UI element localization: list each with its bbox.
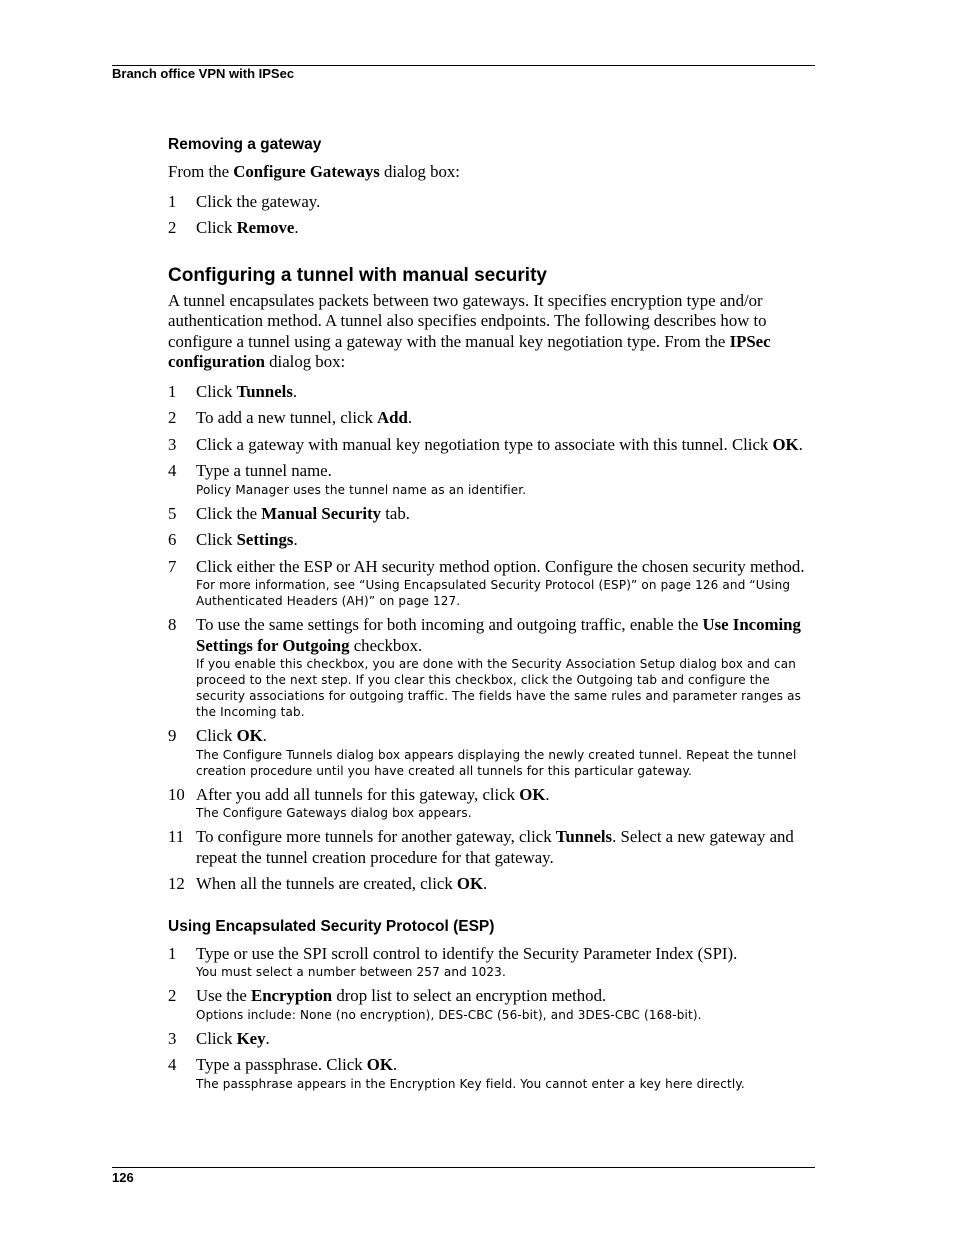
step-text-post: . [294,218,299,237]
list-item [168,408,816,429]
page-content [168,134,816,1092]
step-text-pre: Click a gateway with manual key negotiation type to associate with this tunnel. Click [196,434,773,454]
step-text [196,504,816,525]
intro-text: From the [168,162,234,181]
intro-bold: IPSec configuration [168,331,771,371]
step-text-post: . [545,784,550,804]
step-text-post: . [392,1055,398,1074]
step-number: 1 [168,191,177,211]
step-text [196,785,816,806]
step-note: The Configure Tunnels dialog box appears displaying the newly created tunnel. Repeat the tunnel creation procedure until you have created all tunnels for this particular gateway. [196,747,797,778]
step-text-pre: To use the same settings for both incoming and outgoing traffic, enable the [196,615,703,634]
step-text [196,408,816,429]
step-text-pre: Use the [196,986,251,1005]
esp-steps-list [168,944,816,1092]
step-text [196,461,816,482]
list-item [168,944,816,981]
step-number: 11 [168,827,185,846]
step-text-post: . Select a new gateway and repeat the tunnel creation procedure for that gateway. [196,827,794,867]
step-note: For more information, see “Using Encapsulated Security Protocol (ESP)” on page 126 and “Using Authenticated Headers (AH)” on page 127. [196,578,791,608]
step-text-post: . [293,530,298,549]
step-text-pre: When all the tunnels are created, click [196,874,457,893]
step-text-post: . [407,408,413,427]
page-number: 126 [112,1170,134,1185]
step-text-post: . [483,874,488,893]
step-text [196,192,816,213]
step-text-bold: Key [236,1028,266,1048]
step-number: 3 [168,1028,177,1048]
step-text-bold: Remove [236,218,295,237]
step-text-bold: OK [772,434,799,454]
step-note: Policy Manager uses the tunnel name as an identifier. [196,482,527,497]
step-text-post: . [798,434,803,454]
step-note: You must select a number between 257 and 1023. [196,965,506,979]
removing-intro [168,162,816,183]
step-text-bold: Use Incoming Settings for Outgoing [196,615,801,655]
section-heading-esp: Using Encapsulated Security Protocol (ESP) [168,917,495,935]
step-number: 6 [168,530,177,549]
step-number: 9 [168,726,177,745]
step-number: 3 [168,434,177,454]
intro-bold: Configure Gateways [233,162,380,181]
step-text-pre: Click [196,1028,237,1048]
step-number: 12 [168,874,185,893]
step-text [196,874,816,895]
tunnel-steps-list [168,382,816,895]
tunnel-intro [168,291,816,373]
step-text-bold: OK [236,726,263,745]
step-text [196,944,816,965]
step-number: 8 [168,615,177,634]
step-number: 4 [168,1055,177,1074]
removing-steps-list [168,192,816,239]
footer-rule [112,1167,815,1168]
step-number: 4 [168,461,177,480]
step-text [196,1029,816,1050]
step-number: 10 [168,784,185,804]
step-number: 7 [168,556,177,576]
step-text [196,382,816,403]
list-item [168,461,816,498]
list-item [168,827,816,868]
list-item [168,192,816,213]
step-text [196,530,816,551]
running-header: Branch office VPN with IPSec [112,66,295,81]
intro-text-end: dialog box: [379,162,460,181]
section-heading-configuring-tunnel: Configuring a tunnel with manual security [168,264,547,286]
step-text-bold: Add [377,408,408,427]
step-text-plain: Click the gateway. [196,191,321,211]
step-text-post: . [265,1028,270,1048]
step-text-plain: Type a tunnel name. [196,461,332,480]
step-text-pre: To configure more tunnels for another gateway, click [196,827,556,846]
step-number: 1 [168,381,177,401]
list-item [168,530,816,551]
step-text-pre: After you add all tunnels for this gateway, click [196,784,520,804]
step-text-bold: Tunnels [236,381,293,401]
step-text-plain: Type or use the SPI scroll control to identify the Security Parameter Index (SPI). [196,943,738,963]
step-text-bold: Encryption [251,986,333,1005]
step-text [196,827,816,868]
list-item [168,986,816,1023]
step-text-bold: Settings [236,530,294,549]
step-number: 2 [168,218,177,237]
step-text-post: . [262,726,267,745]
step-text [196,1055,816,1076]
step-text-bold: Manual Security [261,503,382,523]
list-item [168,382,816,403]
step-number: 5 [168,503,177,523]
step-text [196,218,816,239]
step-note: The passphrase appears in the Encryption Key field. You cannot enter a key here directly. [196,1076,745,1091]
step-text-pre: Type a passphrase. Click [196,1055,367,1074]
list-item [168,504,816,525]
step-text-post: checkbox. [349,635,423,655]
section-heading-removing-gateway: Removing a gateway [168,136,322,153]
step-text-bold: OK [456,874,484,893]
step-text-bold: Tunnels [555,827,613,846]
step-text-pre: Click [196,218,237,237]
step-text-post: drop list to select an encryption method. [332,986,607,1005]
step-text-plain: Click either the ESP or AH security method option. Configure the chosen security method. [196,556,805,576]
step-text [196,557,816,578]
step-text-pre: Click [196,381,237,401]
step-text [196,986,816,1007]
list-item [168,1055,816,1092]
list-item [168,726,816,779]
list-item [168,615,816,720]
step-text [196,726,816,747]
step-number: 2 [168,986,177,1005]
list-item [168,874,816,895]
step-number: 2 [168,408,177,427]
step-text-pre: Click [196,530,237,549]
step-number: 1 [168,943,177,963]
step-text-pre: Click [196,726,237,745]
step-text-post: tab. [381,503,410,523]
intro-text: A tunnel encapsulates packets between two gateways. It specifies encryption type and/or authentication method. A tunnel also specifies endpoints. The following describes how to configure a tunnel using a gateway with the manual key negotiation type. From the [168,290,767,351]
intro-text-end: dialog box: [264,352,346,371]
step-text-pre: Click the [196,503,262,523]
step-text-bold: OK [519,784,546,804]
step-text-bold: OK [366,1055,393,1074]
step-note: Options include: None (no encryption), DES-CBC (56-bit), and 3DES-CBC (168-bit). [196,1007,702,1022]
list-item [168,557,816,610]
list-item [168,785,816,822]
list-item [168,435,816,456]
list-item [168,218,816,239]
step-text-post: . [292,381,298,401]
step-text [196,615,816,656]
step-note: The Configure Gateways dialog box appears. [196,806,472,820]
header-rule [112,65,815,66]
step-note: If you enable this checkbox, you are done with the Security Association Setup dialog box and can proceed to the next step. If you clear this checkbox, click the Outgoing tab and configure the security associations for outgoing traffic. The fields have the same rules and parameter ranges as the Incoming tab. [196,657,802,719]
step-text-pre: To add a new tunnel, click [196,408,378,427]
step-text [196,435,816,456]
list-item [168,1029,816,1050]
